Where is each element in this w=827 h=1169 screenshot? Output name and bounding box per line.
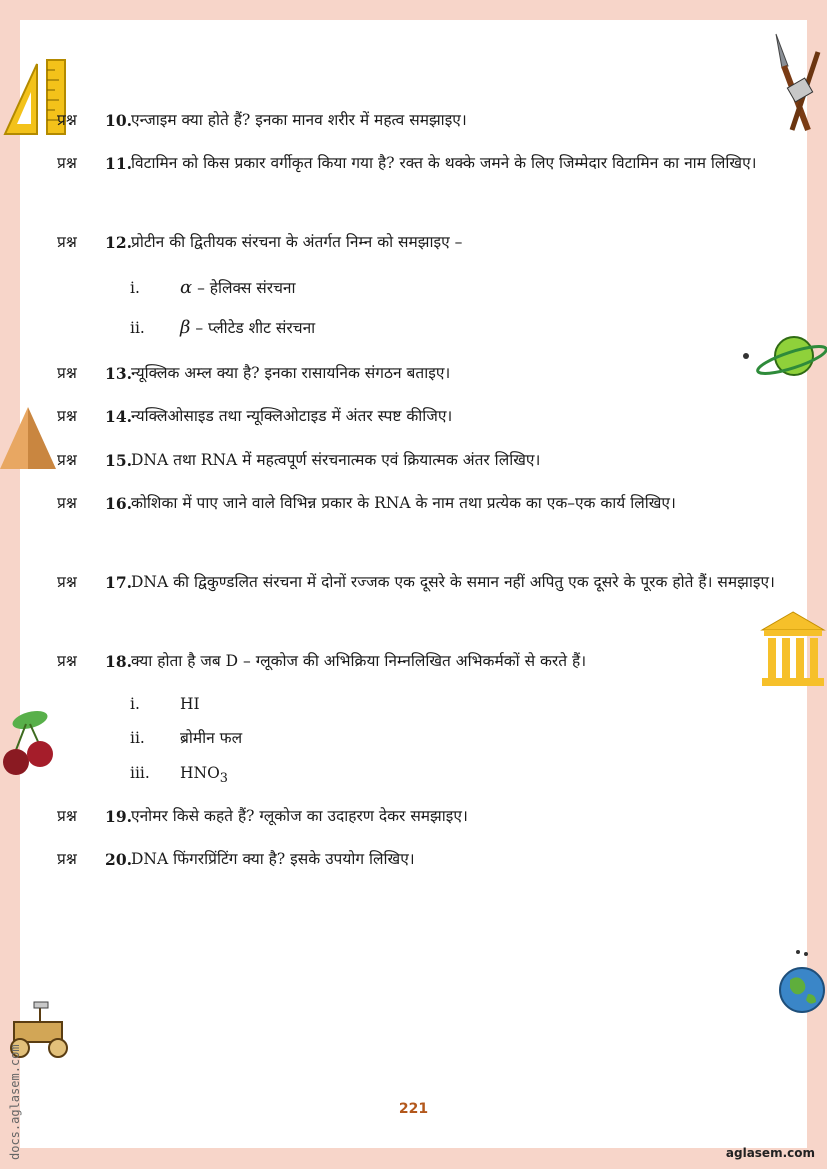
question-13 xyxy=(57,356,802,391)
question-text: न्यूक्लिक अम्ल क्या है? इनका रासायनिक संगठन बताइए। xyxy=(131,364,451,382)
sub-roman: ii. xyxy=(130,729,145,747)
question-prefix: प्रश्न xyxy=(57,494,77,512)
q12-sub-item xyxy=(130,315,315,341)
sub-text: HI xyxy=(180,695,200,713)
question-19 xyxy=(57,799,802,834)
greek-symbol: β xyxy=(180,317,191,338)
question-number: 12. xyxy=(105,233,132,252)
watermark-text: docs.aglasem.com xyxy=(8,1044,22,1160)
site-footer: aglasem.com xyxy=(725,1146,815,1160)
question-number: 19. xyxy=(105,807,132,826)
question-14 xyxy=(57,399,802,434)
question-text: एनोमर किसे कहते हैं? ग्लूकोज का उदाहरण देकर समझाइए। xyxy=(131,807,468,825)
question-text: क्या होता है जब D – ग्लूकोज की अभिक्रिया निम्नलिखित अभिकर्मकों से करते हैं। xyxy=(131,652,587,670)
question-text: विटामिन को किस प्रकार वर्गीकृत किया गया है? रक्त के थक्के जमने के लिए जिम्मेदार विटामिन का नाम लिखिए। xyxy=(131,154,757,172)
question-text: प्रोटीन की द्वितीयक संरचना के अंतर्गत निम्न को समझाइए – xyxy=(131,233,463,251)
question-number: 11. xyxy=(105,154,132,173)
question-prefix: प्रश्न xyxy=(57,364,77,382)
greek-symbol: α xyxy=(180,277,193,298)
question-prefix: प्रश्न xyxy=(57,652,77,670)
question-text: DNA तथा RNA में महत्वपूर्ण संरचनात्मक एवं क्रियात्मक अंतर लिखिए। xyxy=(131,451,541,469)
question-prefix: प्रश्न xyxy=(57,111,77,129)
question-prefix: प्रश्न xyxy=(57,850,77,868)
question-number: 10. xyxy=(105,111,132,130)
question-15 xyxy=(57,443,802,478)
pyramid-icon xyxy=(0,405,60,471)
question-12 xyxy=(57,225,802,260)
q18-sub-item xyxy=(130,760,228,792)
q18-sub-item xyxy=(130,725,242,751)
sub-roman: ii. xyxy=(130,319,145,337)
question-number: 13. xyxy=(105,364,132,383)
question-number: 17. xyxy=(105,573,132,592)
question-text: न्यक्लिओसाइड तथा न्यूक्लिओटाइड में अंतर स्पष्ट कीजिए। xyxy=(131,407,453,425)
question-number: 14. xyxy=(105,407,132,426)
sub-text: ब्रोमीन फल xyxy=(180,729,243,747)
globe-icon xyxy=(778,948,826,1016)
question-text: कोशिका में पाए जाने वाले विभिन्न प्रकार के RNA के नाम तथा प्रत्येक का एक–एक कार्य लिखिए। xyxy=(131,494,676,512)
cherries-icon xyxy=(0,706,60,780)
question-prefix: प्रश्न xyxy=(57,154,77,172)
question-number: 16. xyxy=(105,494,132,513)
question-prefix: प्रश्न xyxy=(57,233,77,251)
question-11 xyxy=(57,146,802,181)
question-text: एन्जाइम क्या होते हैं? इनका मानव शरीर में महत्व समझाइए। xyxy=(131,111,467,129)
question-prefix: प्रश्न xyxy=(57,407,77,425)
page-number: 221 xyxy=(398,1101,429,1117)
question-18 xyxy=(57,644,802,679)
sub-roman: i. xyxy=(130,695,140,713)
sub-roman: i. xyxy=(130,279,140,297)
question-text: DNA की द्विकुण्डलित संरचना में दोनों रज्जक एक दूसरे के समान नहीं अपितु एक दूसरे के पूरक होते हैं। समझाइए। xyxy=(131,573,775,591)
question-text: DNA फिंगरप्रिंटिंग क्या है? इसके उपयोग लिखिए। xyxy=(131,850,415,868)
q12-sub-item xyxy=(130,275,296,301)
question-prefix: प्रश्न xyxy=(57,573,77,591)
sub-roman: iii. xyxy=(130,764,150,782)
question-number: 20. xyxy=(105,850,132,869)
subscript: 3 xyxy=(219,771,229,787)
question-16 xyxy=(57,486,802,521)
question-17 xyxy=(57,565,802,600)
question-prefix: प्रश्न xyxy=(57,807,77,825)
q18-sub-item xyxy=(130,691,200,717)
question-prefix: प्रश्न xyxy=(57,451,77,469)
sub-text: – प्लीटेड शीट संरचना xyxy=(190,319,316,337)
question-number: 18. xyxy=(105,652,132,671)
sub-text: – हेलिक्स संरचना xyxy=(192,279,296,297)
question-10 xyxy=(57,103,802,138)
question-number: 15. xyxy=(105,451,132,470)
question-20 xyxy=(57,842,802,877)
sub-text: HNO xyxy=(180,764,220,782)
